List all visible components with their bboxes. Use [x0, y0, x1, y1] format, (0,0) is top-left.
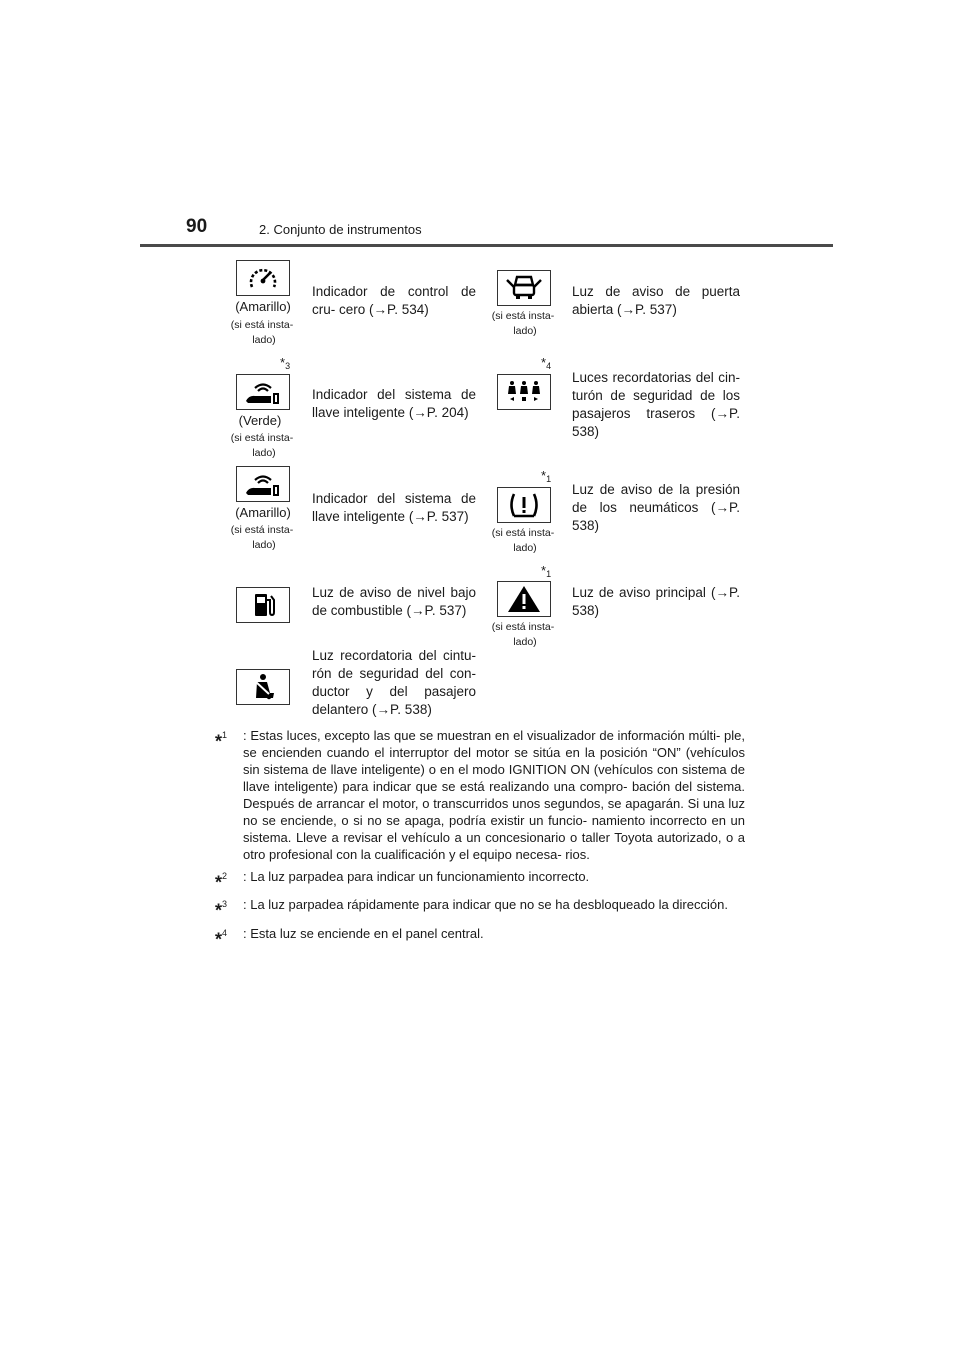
indicator-description: Indicador del sistema de llave inteligente (→P. 204): [312, 387, 476, 420]
master-warning-icon: [497, 581, 551, 617]
footnote-text: : La luz parpadea para indicar un funcionamiento incorrecto.: [243, 869, 590, 884]
footnote-mark: $*_4$: [541, 355, 552, 371]
smart-key-icon: [236, 466, 290, 502]
installed-note: (si está insta-: [491, 310, 555, 322]
rear-seatbelt-icon: [497, 374, 551, 410]
installed-note: lado): [513, 636, 537, 648]
indicator-description: Indicador del sistema de llave inteligente (→P. 537): [312, 491, 476, 524]
indicator-description: Luz de aviso de nivel bajo de combustible (→P. 537): [312, 585, 476, 618]
page-number: 90: [186, 216, 208, 237]
footnote: *$^2$ : La luz parpadea para indicar un funcionamiento incorrecto.: [215, 868, 745, 891]
footnote-mark: $*_1$: [541, 468, 552, 484]
tire-pressure-icon: [497, 487, 551, 523]
installed-note: (si está insta-: [491, 527, 555, 539]
installed-note: (si está insta-: [230, 524, 294, 536]
smart-key-icon: [236, 374, 290, 410]
footnote-text: : Estas luces, excepto las que se muestran en el visualizador de información múlti- ple, se encienden cuando el interruptor del motor se sitúa en la posición “ON” (vehículos sin sistema de llave inteligente) o en el modo IGNITION ON (vehículos con sistema de llave inteligente) para indicar que se está realizando una compro- bación del sistema. Después de arrancar el motor, o transcurridos unos segundos, se apagarán. Si una luz no se enciende, o si no se apaga, podría existir un funcio- namiento incorrecto en un sistema. Lleve a revisar el vehículo a un concesionario o taller Toyota autorizado, o a otro profesional con la cualificación y el equipo necesa- rios.: [243, 728, 745, 862]
seatbelt-icon: [236, 669, 290, 705]
installed-note: lado): [252, 447, 276, 459]
indicator-description: Luz recordatoria del cintu- rón de seguridad del con- ductor y del pasajero delantero (→P. 538): [312, 648, 476, 717]
footnote: *$^3$ : La luz parpadea rápidamente para indicar que no se ha desbloqueado la dirección.: [215, 896, 745, 919]
installed-note: (si está insta-: [491, 621, 555, 633]
installed-note: lado): [513, 325, 537, 337]
footnote-text: : Esta luz se enciende en el panel central.: [243, 925, 484, 941]
installed-note: (si está insta-: [230, 432, 294, 444]
section-title: 2. Conjunto de instrumentos: [259, 222, 422, 237]
footnote-text: : La luz parpadea rápidamente para indicar que no se ha desbloqueado la dirección.: [243, 897, 728, 913]
indicator-description: Luz de aviso principal (→P. 538): [572, 585, 740, 618]
indicator-description: Luz de aviso de puerta abierta (→P. 537): [572, 284, 740, 317]
footnote: *$^1$ : Estas luces, excepto las que se muestran en el visualizador de información múlti- ple, se encienden cuando el interruptor del motor se sitúa en la posición “ON” (vehículos sin sistema de llave inteligente) o en el modo IGNITION ON (vehículos con sistema de llave inteligente) para indicar que se está realizando una compro- bación del sistema. Después de arrancar el motor, o transcurridos unos segundos, se apagarán. Si una luz no se enciende, o si no se apaga, podría existir un funcio- namiento incorrecto en un sistema. Lleve a revisar el vehículo a un concesionario o taller Toyota autorizado, o a otro profesional con la cualificación y el equipo necesa- rios.: [215, 728, 745, 862]
color-caption: (Amarillo): [235, 505, 291, 520]
door-open-icon: [497, 270, 551, 306]
installed-note: lado): [513, 542, 537, 554]
installed-note: (si está insta-: [230, 319, 294, 331]
footnote-mark: $*_1$: [541, 563, 552, 579]
footnote: *$^4$ : Esta luz se enciende en el panel central.: [215, 925, 745, 948]
indicator-description: Luz de aviso de la presión de los neumáticos (→P. 538): [572, 482, 740, 533]
indicator-description: Luces recordatorias del cin- turón de seguridad de los pasajeros traseros (→P. 538): [572, 370, 740, 439]
cruise-control-icon: [236, 260, 290, 296]
color-caption: (Amarillo): [235, 299, 291, 314]
fuel-icon: [236, 587, 290, 623]
header-rule: [140, 244, 833, 247]
indicator-description: Indicador de control de cru- cero (→P. 534): [312, 284, 476, 317]
color-caption: (Verde): [238, 413, 282, 428]
footnote-mark: $*_3$: [280, 355, 291, 371]
installed-note: lado): [252, 539, 276, 551]
footnotes: [215, 727, 745, 953]
installed-note: lado): [252, 334, 276, 346]
